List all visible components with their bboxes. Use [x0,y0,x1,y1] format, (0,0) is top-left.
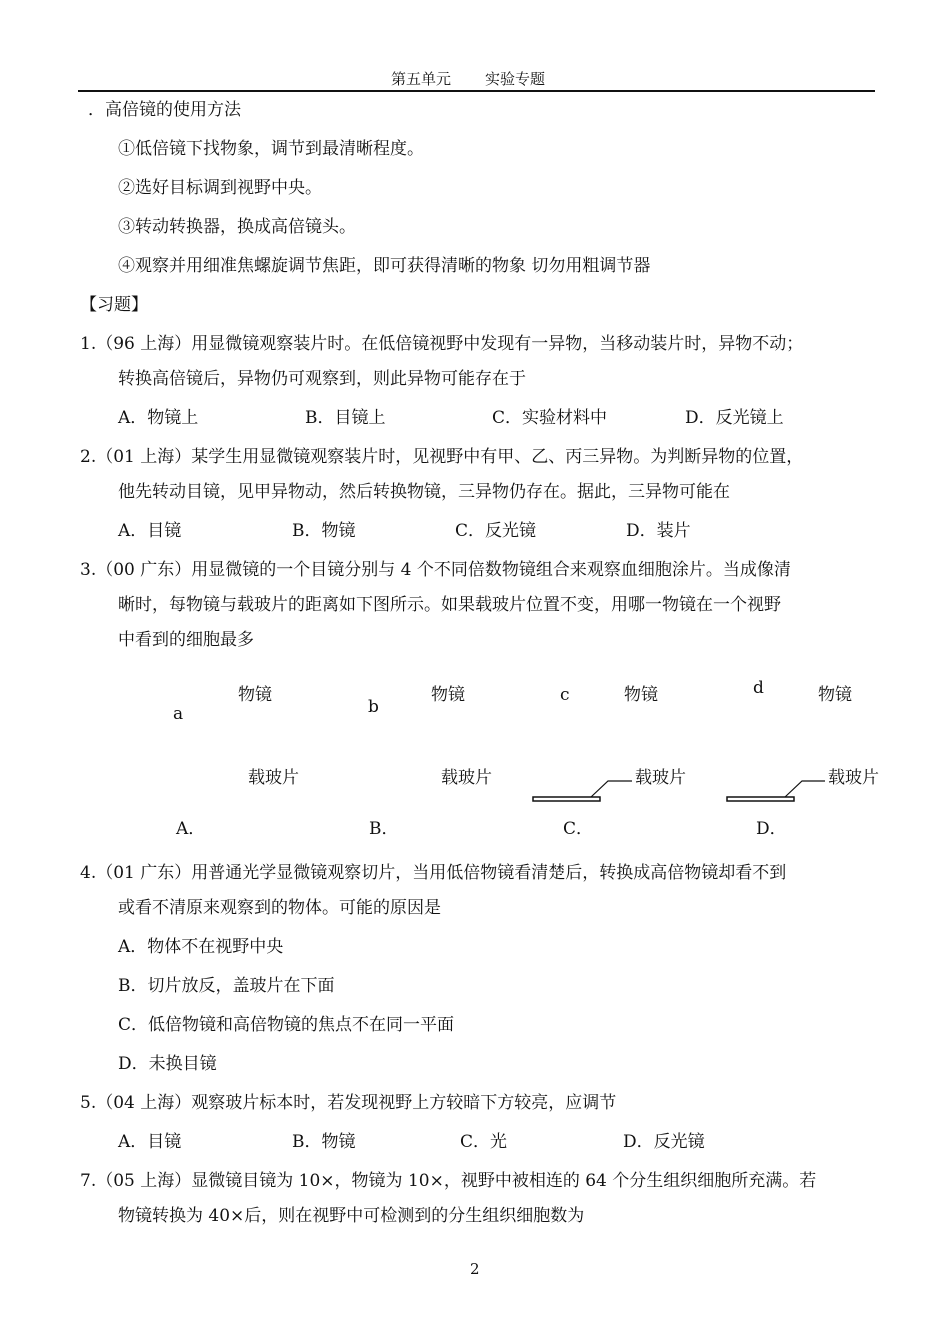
q3-option-b: B． [369,819,399,839]
figure-letter-a: a [173,704,184,724]
slide-label-c: 载玻片 [635,768,686,788]
q2-line1: 2.（01 上海）某学生用显微镜观察装片时，见视野中有甲、乙、丙三异物。为判断异物的位置， [80,447,804,467]
step-2: ②选好目标调到视野中央。 [118,178,322,198]
exercises-heading: 【习题】 [80,295,148,315]
q3-line3: 中看到的细胞最多 [118,630,254,650]
objective-label-d: 物镜 [818,685,852,705]
objective-label-a: 物镜 [238,685,272,705]
q2-option-b: B．物镜 [292,521,356,541]
slide-drawing-d [727,781,825,801]
q1-option-b: B．目镜上 [305,408,386,428]
section-title: ．高倍镜的使用方法 [88,100,241,120]
objective-label-c: 物镜 [624,685,658,705]
q2-option-c: C．反光镜 [455,521,537,541]
q2-option-d: D．装片 [626,521,691,541]
q3-line2: 晰时，每物镜与载玻片的距离如下图所示。如果载玻片位置不变，用哪一物镜在一个视野 [118,595,781,615]
step-3: ③转动转换器，换成高倍镜头。 [118,217,356,237]
q7-line2: 物镜转换为 40×后，则在视野中可检测到的分生组织细胞数为 [118,1206,585,1226]
figure-letter-d: d [753,678,764,698]
header-unit: 第五单元 [391,70,452,88]
q1-line1: 1.（96 上海）用显微镜观察装片时。在低倍镜视野中发现有一异物，当移动装片时，异物不动； [80,334,804,354]
q4-line2: 或看不清原来观察到的物体。可能的原因是 [118,898,441,918]
q5-line1: 5.（04 上海）观察玻片标本时，若发现视野上方较暗下方较亮，应调节 [80,1093,617,1113]
q1-line2: 转换高倍镜后，异物仍可观察到，则此异物可能存在于 [118,369,526,389]
q5-option-a: A．目镜 [118,1132,182,1152]
q7-line1: 7.（05 上海）显微镜目镜为 10×，物镜为 10×，视野中被相连的 64 个分生组织细胞所充满。若 [80,1171,817,1191]
q3-line1: 3.（00 广东）用显微镜的一个目镜分别与 4 个不同倍数物镜组合来观察血细胞涂片。当成像清 [80,560,791,580]
figure-letter-c: c [560,685,570,705]
objective-label-b: 物镜 [431,685,465,705]
slide-label-b: 载玻片 [441,768,492,788]
q2-option-a: A．目镜 [118,521,182,541]
q4-line1: 4.（01 广东）用普通光学显微镜观察切片，当用低倍物镜看清楚后，转换成高倍物镜却看不到 [80,863,787,883]
step-1: ①低倍镜下找物象，调节到最清晰程度。 [118,139,424,159]
slide-label-d: 载玻片 [828,768,879,788]
q4-option-c: C．低倍物镜和高倍物镜的焦点不在同一平面 [118,1015,455,1035]
q5-option-d: D．反光镜 [623,1132,705,1152]
q3-option-d: D． [756,819,787,839]
q2-line2: 他先转动目镜，见甲异物动，然后转换物镜，三异物仍存在。据此，三异物可能在 [118,482,730,502]
q1-option-c: C．实验材料中 [492,408,608,428]
slide-label-a: 载玻片 [248,768,299,788]
q4-option-b: B．切片放反，盖玻片在下面 [118,976,335,996]
page-number: 2 [470,1260,480,1278]
q1-option-d: D．反光镜上 [685,408,784,428]
q5-option-b: B．物镜 [292,1132,356,1152]
figure-letter-b: b [368,697,379,717]
q3-option-c: C． [563,819,594,839]
q1-option-a: A．物镜上 [118,408,199,428]
header-topic: 实验专题 [485,70,546,88]
q4-option-a: A．物体不在视野中央 [118,937,284,957]
slide-drawing-c [533,781,632,801]
q4-option-d: D．未换目镜 [118,1054,217,1074]
step-4: ④观察并用细准焦螺旋调节焦距，即可获得清晰的物象 切勿用粗调节器 [118,256,651,276]
q5-option-c: C．光 [460,1132,508,1152]
q3-option-a: A． [176,819,206,839]
